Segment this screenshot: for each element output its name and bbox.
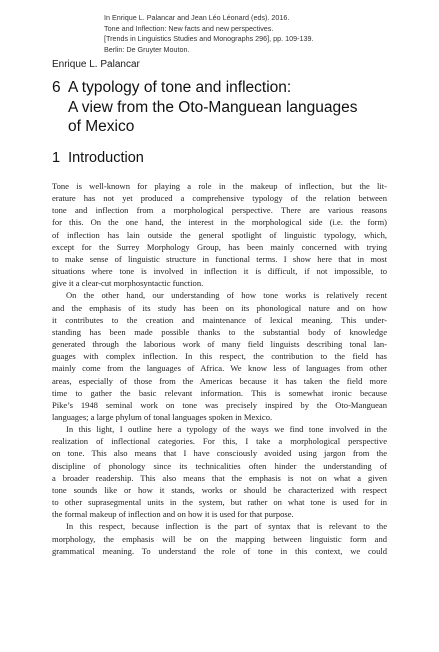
body-line: to make sense of linguistic structure in functional terms. I show here that in most [52,253,387,264]
citation-line: Tone and Inflection: New facts and new perspectives. [104,23,274,33]
citation-line: [Trends in Linguistics Studies and Monographs 296], pp. 109-139. [104,34,314,44]
body-line: it contributes to the creation and maintenance of lexical meaning. This under- [52,314,387,325]
section-title: Introduction [68,150,144,166]
body-line: tone and inflection from a morphological perspective. There are various reasons [52,205,387,216]
section-heading [52,149,144,167]
citation-block [104,13,404,55]
body-line: time to gather the basic relevant information. This is somewhat ironic because [52,387,387,398]
citation-line: In Enrique L. Palancar and Jean Léo Léonard (eds). 2016. [104,13,290,22]
body-text [52,180,387,557]
body-line: morphology, the emphasis will be on the mapping between linguistic form and [52,533,387,544]
chapter-title-line: of Mexico [68,118,135,135]
body-line: tone sounds like or how it stands, works or should be characterized with respect [52,484,387,495]
chapter-title-line: A typology of tone and inflection: [68,79,292,96]
body-line: a broader readership. This also means that the emphasis is not on what a given [52,472,387,483]
body-line: situations where tone is involved in inflection it is difficult, if not impossible, to [52,266,387,277]
body-line: to other suprasegmental units in the system, but rather on what tone is used for in [52,497,387,508]
body-line: realization of inflectional categories. For this, I take a morphological perspective [52,436,387,447]
body-line: and the emphasis of its study has been on its phonological nature and on how [52,302,387,313]
body-line: mainly come from the languages of Africa. We know less of languages from other [52,363,387,374]
body-line: areas, especially of those from the Americas because it has taken the field more [52,375,387,386]
chapter-title-line: A view from the Oto-Manguean languages [68,98,358,116]
body-line: guages with complex inflection. In this respect, the contribution to the field has [52,351,387,362]
body-line: standing has been made possible thanks to the substantial body of knowledge [52,326,387,337]
body-line: for this. On the one hand, the interest in the morphological side (i.e. the form) [52,217,387,228]
body-line: the formal makeup of inflection and on how it is used for that purpose. [52,509,294,520]
body-line: Tone is well-known for playing a role in the makeup of inflection, but the lit- [52,181,387,191]
chapter-heading [52,78,392,137]
body-line: On the other hand, our understanding of how tone works is relatively recent [66,290,387,301]
body-line: discipline of phonology since its technicalities often hinder the understanding of [52,460,387,471]
body-line: languages; a large phylum of tonal languages spoken in Mexico. [52,411,273,422]
body-line: erature has not yet produced a comprehensive typology of the relation between [52,193,387,204]
body-line: except for the Surrey Morphology Group, has been mainly concerned with trying [52,241,387,252]
body-line: of inflection has lain outside the general spotlight of linguistic typology, which, [52,229,387,240]
body-line: Pike’s 1948 seminal work on tone was precisely inspired by the Oto-Manguean [52,399,387,410]
body-line: In this respect, because inflection is the part of syntax that is relevant to the [66,521,387,532]
chapter-number: 6 [52,79,61,96]
body-line: grammatical meaning. To understand the role of tone in this context, we could [52,545,387,556]
body-line: give it a clear-cut morphosyntactic function. [52,278,204,289]
author-name: Enrique L. Palancar [52,59,140,70]
body-line: on tone. This also means that I have consciously avoided using jargon from the [52,448,387,459]
body-line: generated through the laborious work of many field linguists describing tonal lan- [52,339,387,350]
citation-line: Berlin: De Gruyter Mouton. [104,44,190,54]
body-line: In this light, I outline here a typology of the ways we find tone involved in the [66,424,387,435]
section-number: 1 [52,150,61,166]
